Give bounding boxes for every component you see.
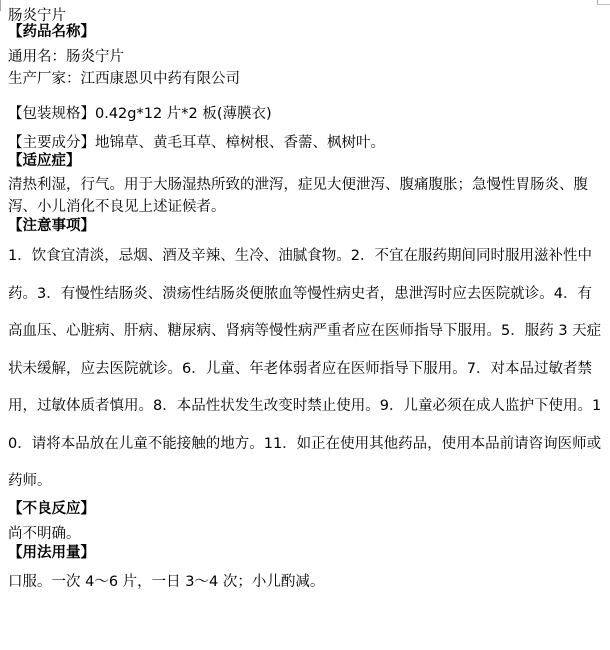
section-heading-precautions: 【注意事项】	[8, 218, 95, 234]
package-spec-section	[8, 104, 602, 124]
indications-text: 清热利湿，行气。用于大肠湿热所致的泄泻，症见大便泄泻、腹痛腹胀；急慢性胃肠炎、腹泻、小儿消化不良见上述证候者。	[8, 177, 588, 215]
drug-name-section	[8, 46, 602, 90]
section-heading-dosage: 【用法用量】	[8, 544, 95, 561]
ingredients-heading: 【主要成分】	[8, 135, 95, 151]
ingredients-value: 地锦草、黄毛耳草、樟树根、香薷、枫树叶。	[95, 135, 385, 151]
table-border-left-artifact	[0, 0, 1, 11]
section-heading-drug-name: 【药品名称】	[8, 24, 95, 40]
manufacturer-line: 生产厂家：江西康恩贝中药有限公司	[8, 71, 240, 87]
section-heading-adverse-reactions: 【不良反应】	[8, 500, 95, 517]
adverse-reactions-text: 尚不明确。	[8, 525, 81, 542]
precautions-text: 1．饮食宜清淡，忌烟、酒及辛辣、生冷、油腻食物。2．不宜在服药期间同时服用滋补性中药。3．有慢性结肠炎、溃疡性结肠炎便脓血等慢性病史者，患泄泻时应去医院就诊。4．有高血压、心脏病、肝病、糖尿病、肾病等慢性病严重者应在医师指导下服用。5．服药 3 天症状未缓解，应去医院就诊。6．儿童、年老体弱者应在医师指导下服用。7．对本品过敏者禁用，过敏体质者慎用。8．本品性状发生改变时禁止使用。9．儿童必须在成人监护下使用。10．请将本品放在儿童不能接触的地方。11．如正在使用其他药品，使用本品前请咨询医师或药师。	[8, 248, 602, 489]
ingredients-section	[8, 133, 602, 153]
generic-name-line: 通用名：肠炎宁片	[8, 49, 124, 65]
page-title: 肠炎宁片	[8, 8, 66, 24]
package-spec-value: 0.42g*12 片*2 板(薄膜衣)	[95, 106, 272, 122]
dosage-text: 口服。一次 4～6 片，一日 3～4 次；小儿酌减。	[8, 573, 325, 590]
table-border-corner-horizontal-artifact	[597, 4, 610, 5]
package-spec-heading: 【包装规格】	[8, 106, 95, 122]
section-heading-indications: 【适应症】	[8, 153, 81, 169]
